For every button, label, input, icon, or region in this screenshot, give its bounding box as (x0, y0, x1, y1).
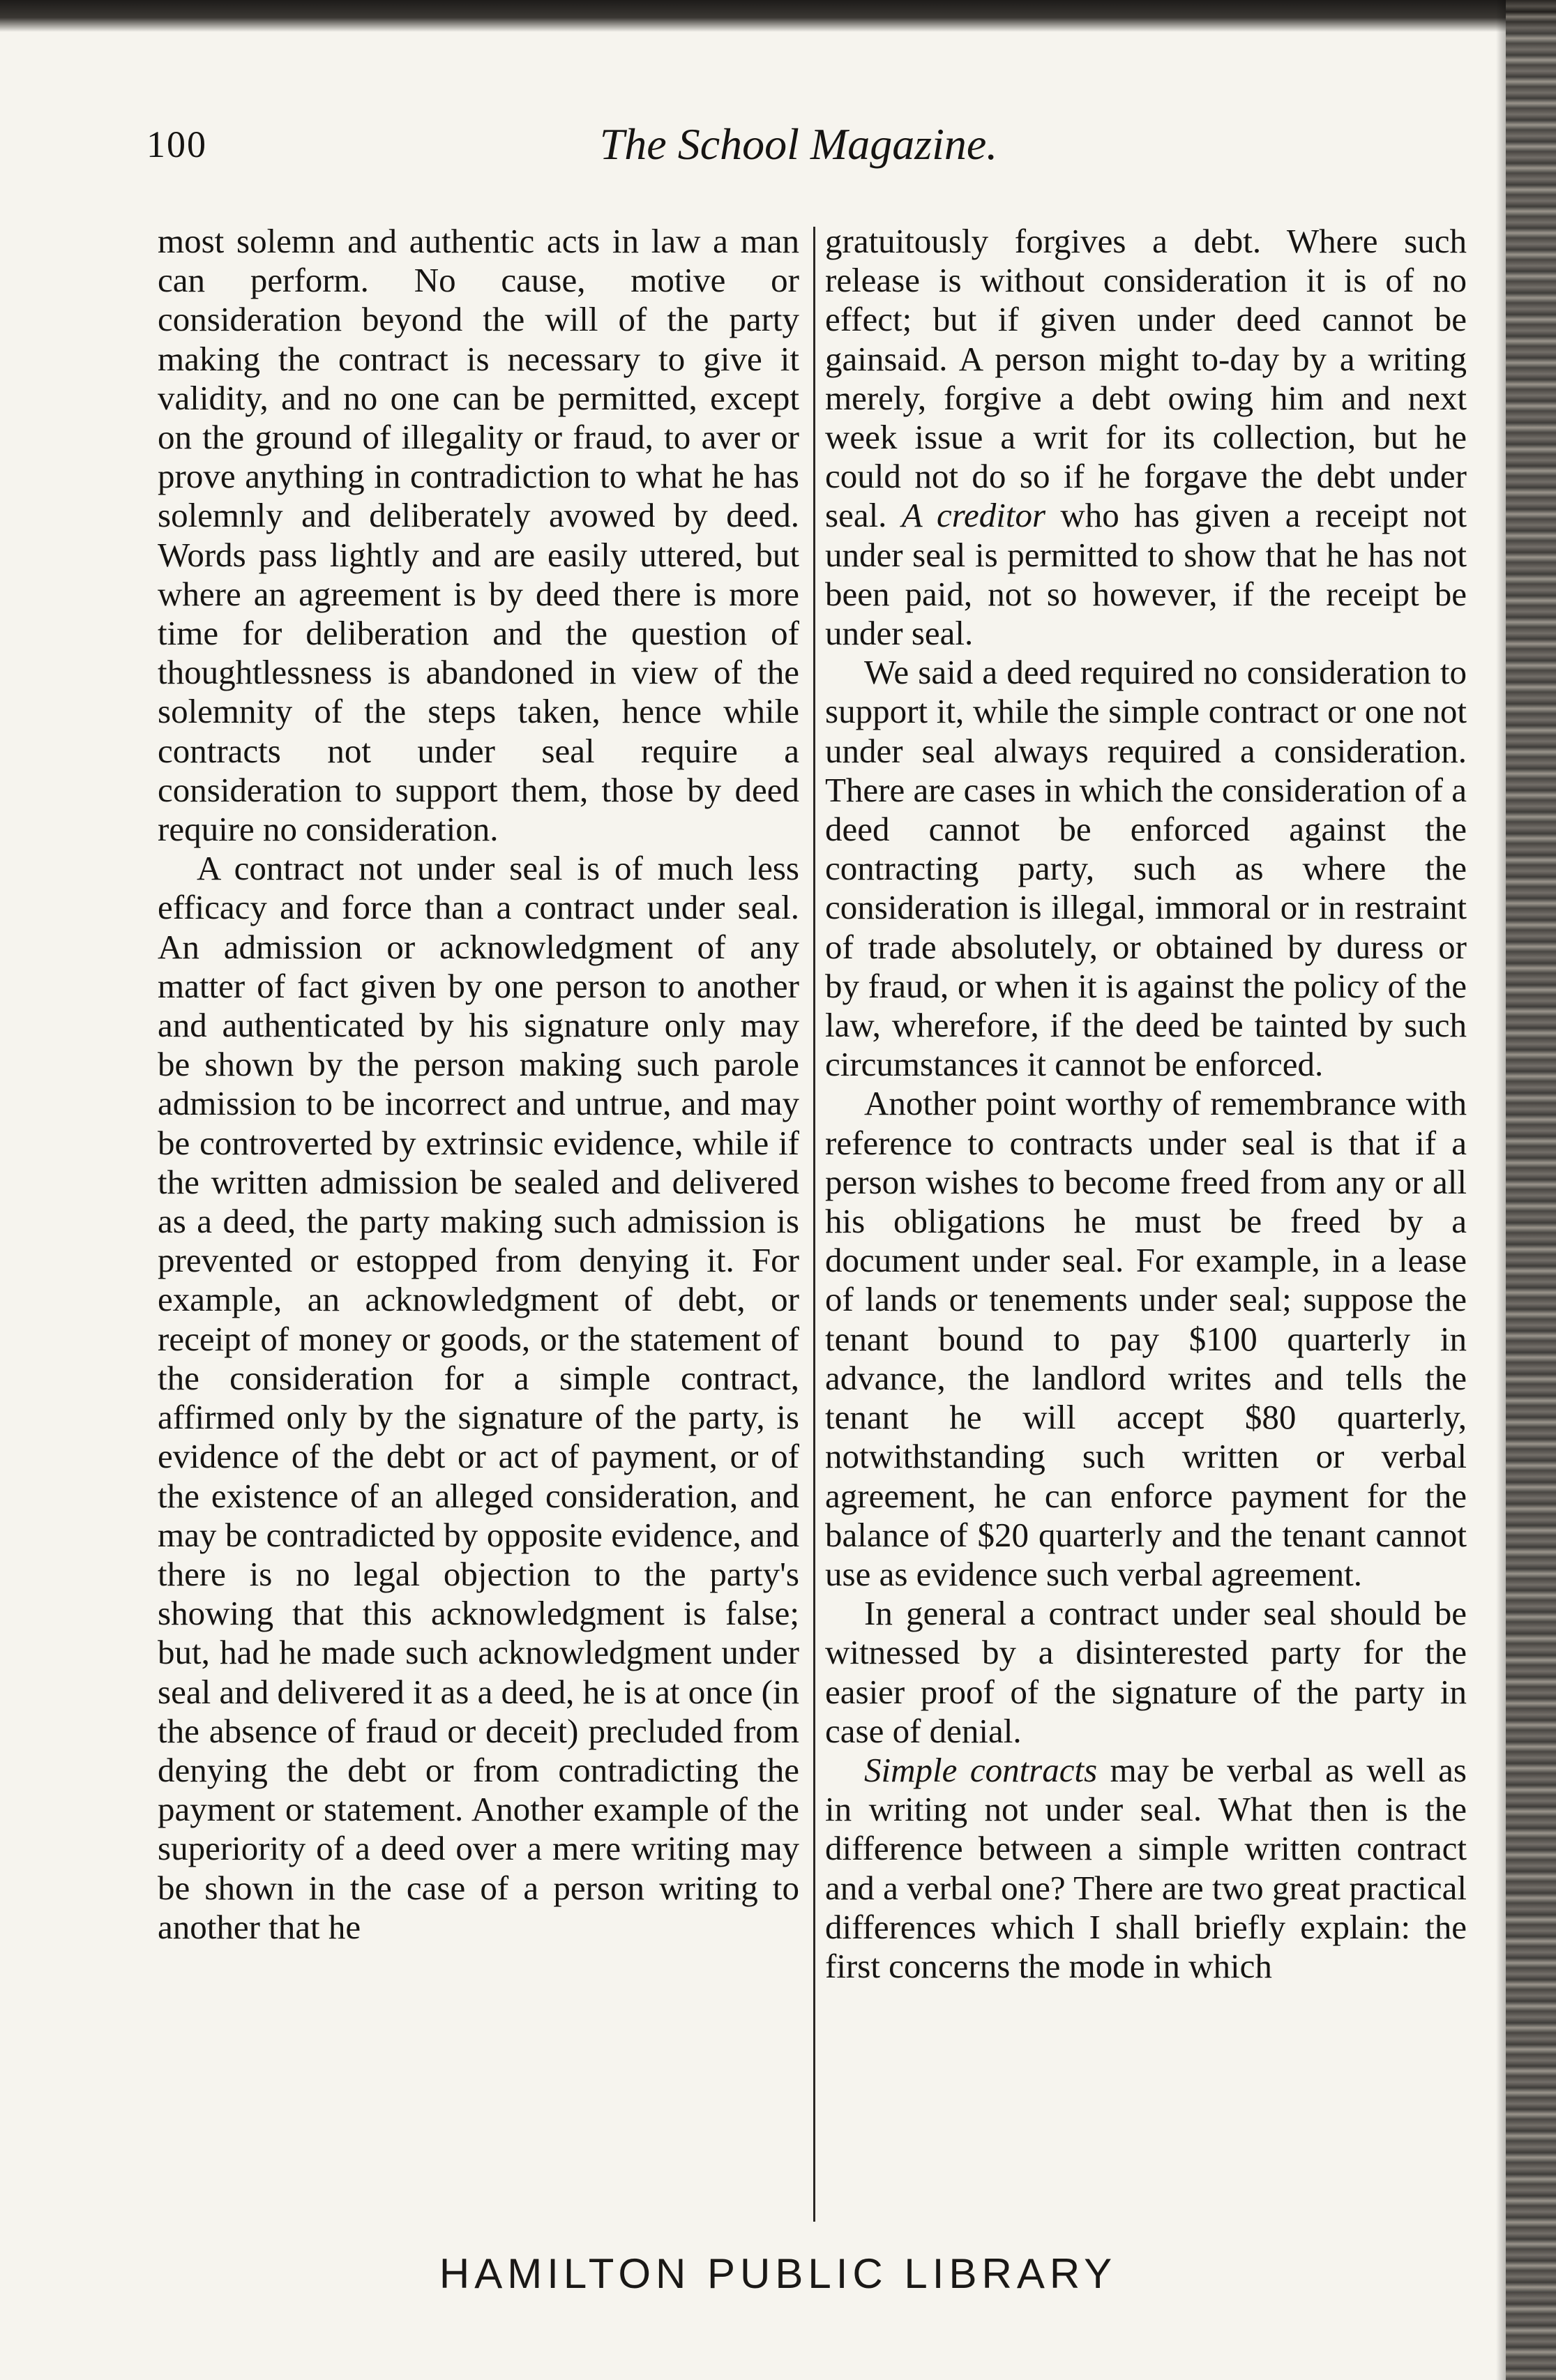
right-paragraph-5-text: may be verbal as well as in writing not under seal. What then is the difference between a simple written contract and a verbal one? There are two great practical differences which I shall briefly explain: the first concerns the mode in which (825, 1750, 1467, 1985)
left-paragraph-2: A contract not under seal is of much less efficacy and force than a contract under seal. An admission or acknowledgment of any matter of fact given by one person to another and authenticated by his signature only may be shown by the person making such parole admission to be incorrect and untrue, and may be controverted by extrinsic evidence, while if the written admission be sealed and delivered as a deed, the party making such admission is prevented or estopped from denying it. For example, an acknowledgment of debt, or receipt of money or goods, or the statement of the consideration for a simple contract, affirmed only by the signature of the party, is evidence of the debt or act of payment, or of the existence of an alleged consideration, and may be contradicted by opposite evidence, and there is no legal objection to the party's showing that this acknowledgment is false; but, had he made such acknowledgment under seal and delivered it as a deed, he is at once (in the absence of fraud or deceit) precluded from denying the debt or from contradicting the payment or statement. Another example of the superiority of a deed over a mere writing may be shown in the case of a person writing to another that he (158, 849, 799, 1946)
right-paragraph-2: We said a deed required no consideration to support it, while the simple contract or one not under seal always required a consideration. There are cases in which the consideration of a deed cannot be enforced against the contracting party, such as where the consideration is illegal, immoral or in restraint of trade absolutely, or obtained by duress or by fraud, or when it is against the policy of the law, wherefore, if the deed be tainted by such circumstances it cannot be enforced. (825, 653, 1467, 1084)
right-paragraph-1-italic: A creditor (901, 496, 1046, 535)
page-gutter-shadow (1496, 0, 1506, 2380)
right-paragraph-5-italic: Simple contracts (864, 1750, 1098, 1789)
right-paragraph-5 (825, 1751, 1467, 1986)
right-paragraph-1-text-b: who has given a receipt not under seal is permitted to show that he has not been paid, not so however, if the receipt be under seal. (825, 496, 1467, 653)
right-paragraph-1-text-a: gratuitously forgives a debt. Where such release is without consideration it is of no effect; but if given under deed cannot be gainsaid. A person might to-day by a writing merely, forgive a debt owing him and next week issue a writ for its collection, but he could not do so if he forgave the debt under seal. (825, 222, 1467, 535)
column-divider (813, 227, 815, 2222)
running-head (146, 112, 1451, 188)
scan-right-edge (1506, 0, 1556, 2380)
right-paragraph-3: Another point worthy of remembrance with reference to contracts under seal is that if a person wishes to become freed from any or all his obligations he must be freed by a document under seal. For example, in a lease of lands or tenements under seal; suppose the tenant bound to pay $100 quarterly in advance, the landlord writes and tells the tenant he will accept $80 quarterly, notwithstanding such written or verbal agreement, he can enforce payment for the balance of $20 quarterly and the tenant cannot use as evidence such verbal agreement. (825, 1084, 1467, 1593)
journal-title: The School Magazine. (599, 119, 998, 169)
library-stamp: HAMILTON PUBLIC LIBRARY (439, 2250, 1117, 2297)
right-column (825, 222, 1467, 1986)
right-paragraph-4: In general a contract under seal should be witnessed by a disinterested party for the easier proof of the signature of the party in case of denial. (825, 1594, 1467, 1750)
right-paragraph-1 (825, 222, 1467, 653)
page-number: 100 (146, 123, 207, 165)
left-column (158, 222, 799, 1947)
left-paragraph-1: most solemn and authentic acts in law a man can perform. No cause, motive or consideration beyond the will of the party making the contract is necessary to give it validity, and no one can be permitted, except on the ground of illegality or fraud, to aver or prove anything in contradiction to what he has solemnly and deliberately avowed by deed. Words pass lightly and are easily uttered, but where an agreement is by deed there is more time for deliberation and the question of thoughtlessness is abandoned in view of the solemnity of the steps taken, hence while contracts not under seal require a consideration to support them, those by deed require no consideration. (158, 222, 799, 849)
scan-top-edge (0, 0, 1556, 32)
